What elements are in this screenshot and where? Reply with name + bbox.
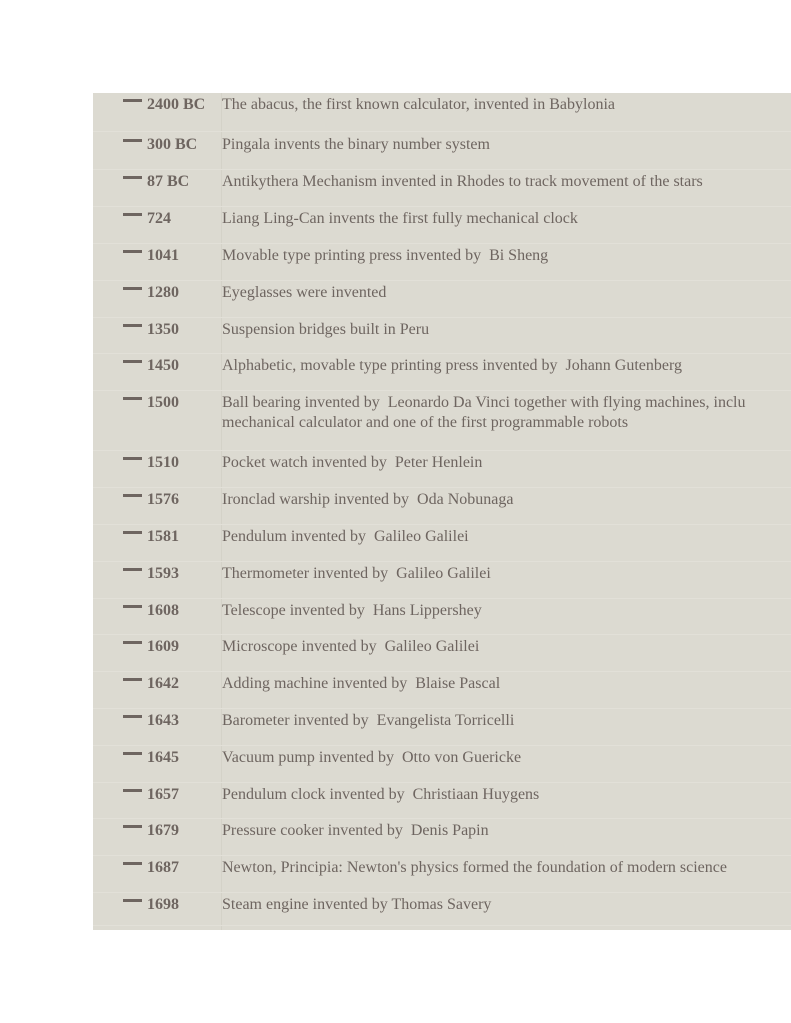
entry-year: 1657 (147, 786, 179, 803)
entry-year: 724 (147, 210, 171, 227)
bullet-dash-icon (123, 213, 142, 216)
entry-event: Suspension bridges built in Peru (222, 321, 430, 338)
timeline-entry (93, 453, 791, 488)
bullet-dash-icon (123, 99, 142, 102)
entry-event: Antikythera Mechanism invented in Rhodes to track movement of the stars (222, 173, 703, 190)
entry-year: 1350 (147, 321, 179, 338)
entry-event: Eyeglasses were invented (222, 284, 387, 301)
entry-year: 1698 (147, 896, 179, 913)
entry-year: 1642 (147, 675, 179, 692)
timeline-entry (93, 172, 791, 207)
timeline-entry (93, 674, 791, 709)
entry-event: Pendulum clock invented by Christiaan Huygens (222, 786, 540, 803)
entry-year: 2400 BC (147, 96, 206, 113)
timeline-entry (93, 711, 791, 746)
timeline-entry (93, 393, 791, 451)
bullet-dash-icon (123, 715, 142, 718)
bullet-dash-icon (123, 752, 142, 755)
entry-event: Thermometer invented by Galileo Galilei (222, 565, 491, 582)
bullet-dash-icon (123, 789, 142, 792)
entry-event: Steam engine invented by Thomas Savery (222, 896, 492, 913)
timeline-entry (93, 320, 791, 354)
entry-year: 1581 (147, 528, 179, 545)
entry-event: Telescope invented by Hans Lippershey (222, 602, 482, 619)
bullet-dash-icon (123, 605, 142, 608)
timeline-entry (93, 748, 791, 783)
entry-event: Alphabetic, movable type printing press invented by Johann Gutenberg (222, 357, 683, 374)
timeline-entry (93, 283, 791, 318)
timeline-entry (93, 490, 791, 525)
timeline-panel (93, 93, 791, 930)
entry-year: 1593 (147, 565, 179, 582)
entry-year: 1450 (147, 357, 179, 374)
entry-event: Ironclad warship invented by Oda Nobunaga (222, 491, 514, 508)
entry-event: The abacus, the first known calculator, invented in Babylonia (222, 96, 616, 113)
entry-event: Newton, Principia: Newton's physics formed the foundation of modern science (222, 859, 727, 876)
bullet-dash-icon (123, 494, 142, 497)
entry-year: 1687 (147, 859, 179, 876)
bullet-dash-icon (123, 397, 142, 400)
entry-event: Liang Ling-Can invents the first fully mechanical clock (222, 210, 578, 227)
bullet-dash-icon (123, 324, 142, 327)
bullet-dash-icon (123, 899, 142, 902)
bullet-dash-icon (123, 457, 142, 460)
entry-event: Adding machine invented by Blaise Pascal (222, 675, 501, 692)
entry-year: 1510 (147, 454, 179, 471)
timeline-entry (93, 527, 791, 562)
bullet-dash-icon (123, 678, 142, 681)
bullet-dash-icon (123, 139, 142, 142)
bullet-dash-icon (123, 862, 142, 865)
entry-event: Vacuum pump invented by Otto von Guericke (222, 749, 522, 766)
bullet-dash-icon (123, 287, 142, 290)
entry-event: Pocket watch invented by Peter Henlein (222, 454, 483, 471)
timeline-entry (93, 356, 791, 391)
bullet-dash-icon (123, 250, 142, 253)
timeline-entry (93, 564, 791, 599)
timeline-entry (93, 895, 791, 926)
entry-event: Microscope invented by Galileo Galilei (222, 638, 480, 655)
bullet-dash-icon (123, 568, 142, 571)
entry-year: 1280 (147, 284, 179, 301)
entry-year: 1679 (147, 822, 179, 839)
bullet-dash-icon (123, 176, 142, 179)
entry-event: Pressure cooker invented by Denis Papin (222, 822, 489, 839)
entry-year: 1500 (147, 394, 179, 411)
entry-year: 1041 (147, 247, 179, 264)
timeline-entry (93, 821, 791, 856)
bullet-dash-icon (123, 825, 142, 828)
entry-year: 300 BC (147, 136, 198, 153)
entry-year: 1608 (147, 602, 179, 619)
timeline-entry (93, 209, 791, 244)
entry-event: Movable type printing press invented by Bi Sheng (222, 247, 549, 264)
timeline-entry (93, 95, 791, 132)
entry-year: 1609 (147, 638, 179, 655)
entry-year: 87 BC (147, 173, 190, 190)
timeline-entry (93, 135, 791, 170)
entry-year: 1645 (147, 749, 179, 766)
entry-event: Ball bearing invented by Leonardo Da Vinci together with flying machines, inclu mechanical calculator and one of the first programmable robots (222, 394, 746, 431)
bullet-dash-icon (123, 531, 142, 534)
entry-year: 1643 (147, 712, 179, 729)
timeline-entry (93, 601, 791, 635)
entry-event: Barometer invented by Evangelista Torricelli (222, 712, 515, 729)
entry-year: 1576 (147, 491, 179, 508)
timeline-entry (93, 246, 791, 281)
bullet-dash-icon (123, 360, 142, 363)
entry-event: Pendulum invented by Galileo Galilei (222, 528, 469, 545)
timeline-entry (93, 858, 791, 893)
entry-event: Pingala invents the binary number system (222, 136, 490, 153)
timeline-entry (93, 785, 791, 819)
bullet-dash-icon (123, 641, 142, 644)
timeline-entry (93, 637, 791, 672)
